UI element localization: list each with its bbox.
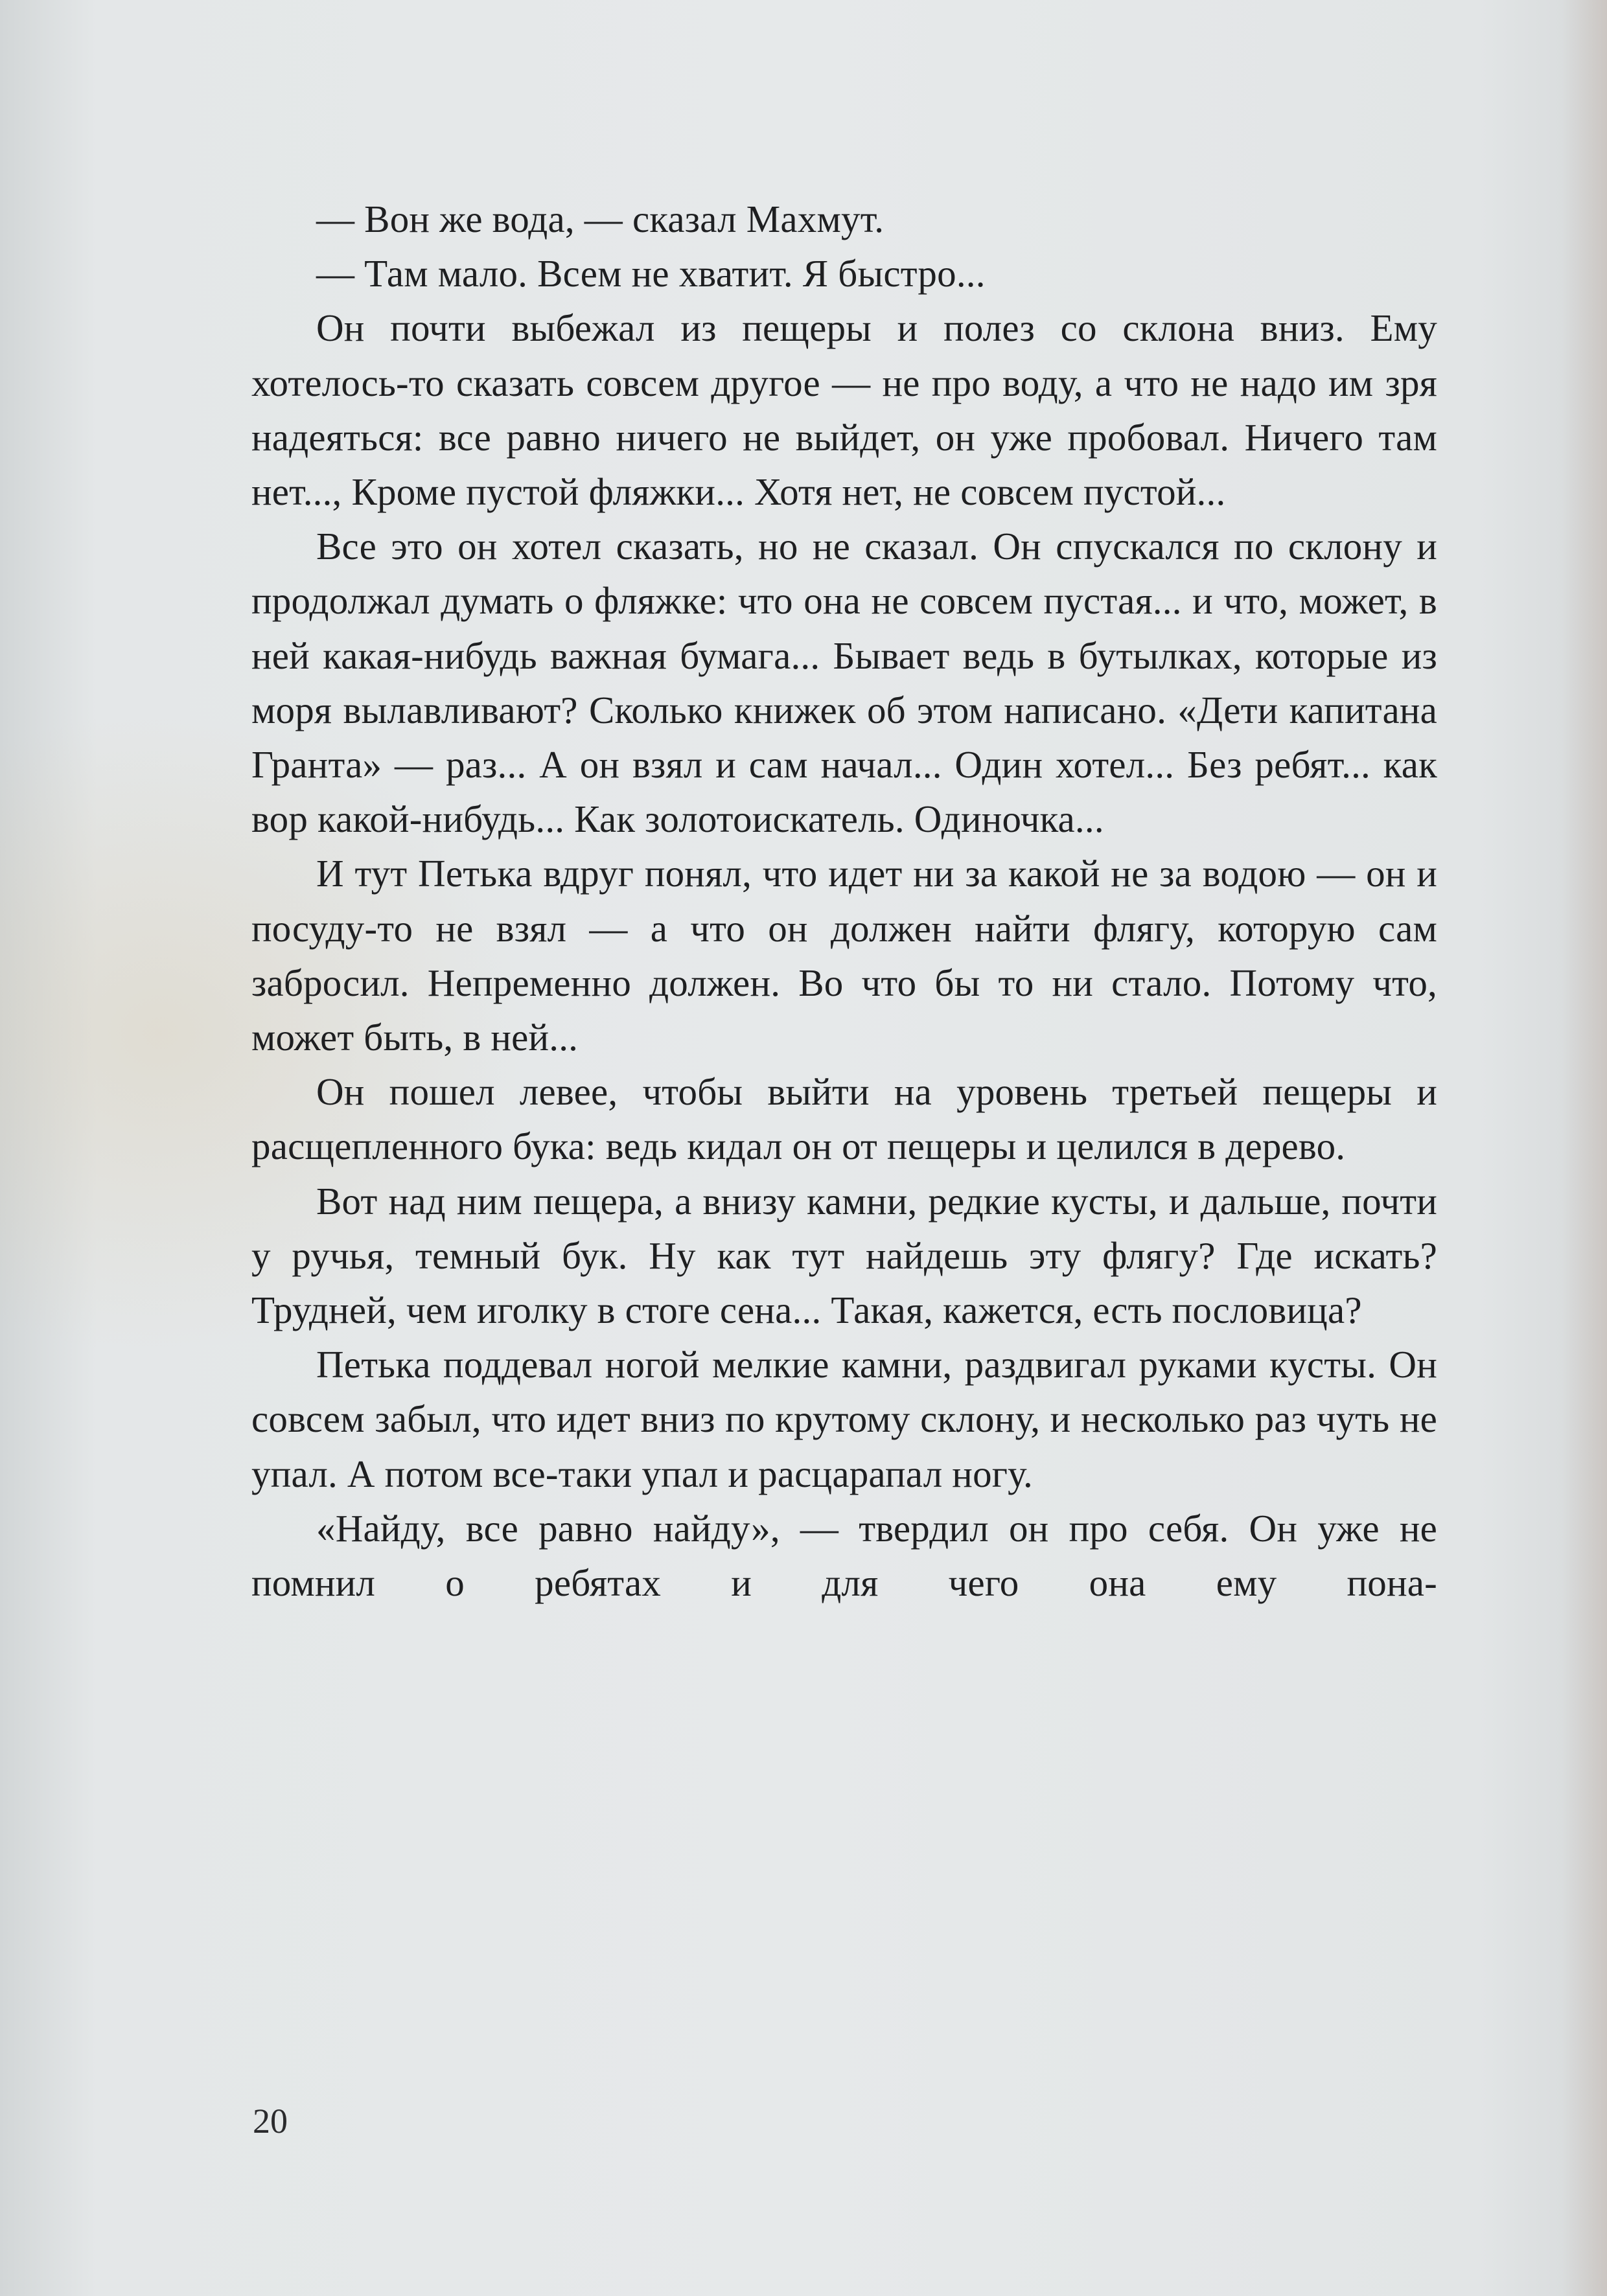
paragraph-4: Все это он хотел сказать, но не сказал. Он спускался по склону и продолжал думать о фляжке: что она не совсем пустая... и что, может, в ней какая-нибудь важная бумага... Бывает ведь в бутылках, которые из моря вылавливают? Сколько книжек об этом написано. «Дети капитана Гранта» — раз... А он взял и сам начал... Один хотел... Без ребят... как вор какой-нибудь... Как золотоискатель. Одиночка... [251,525,1437,841]
body-text [251,192,1437,1610]
paragraph-2: — Там мало. Всем не хватит. Я быстро... [316,252,986,295]
page-edge-shadow [1562,0,1607,2296]
paragraph-3: Он почти выбежал из пещеры и полез со склона вниз. Ему хотелось-то сказать совсем другое — не про воду, а что не надо им зря надеяться: все равно ничего не выйдет, он уже пробовал. Ничего там нет..., Кроме пустой фляжки... Хотя нет, не совсем пустой... [251,306,1437,514]
paragraph-1: — Вон же вода, — сказал Махмут. [316,198,884,240]
paragraph-9: «Найду, все равно найду», — твердил он про себя. Он уже не помнил о ребятах и для чего она ему пона- [251,1506,1437,1605]
paragraph-6: Он пошел левее, чтобы выйти на уровень третьей пещеры и расщепленного бука: ведь кидал он от пещеры и целился в дерево. [251,1070,1437,1168]
page-number: 20 [253,2102,288,2141]
paragraph-7: Вот над ним пещера, а внизу камни, редкие кусты, и дальше, почти у ручья, темный бук. Ну как тут найдешь эту флягу? Где искать? Трудней, чем иголку в стоге сена... Такая, кажется, есть пословица? [251,1179,1437,1332]
paragraph-5: И тут Петька вдруг понял, что идет ни за какой не за водою — он и посуду-то не взял — а что он должен найти флягу, которую сам забросил. Непременно должен. Во что бы то ни стало. Потому что, может быть, в ней... [251,852,1437,1059]
paragraph-8: Петька поддевал ногой мелкие камни, раздвигал руками кусты. Он совсем забыл, что идет вниз по крутому склону, и несколько раз чуть не упал. А потом все-таки упал и расцарапал ногу. [251,1343,1437,1495]
